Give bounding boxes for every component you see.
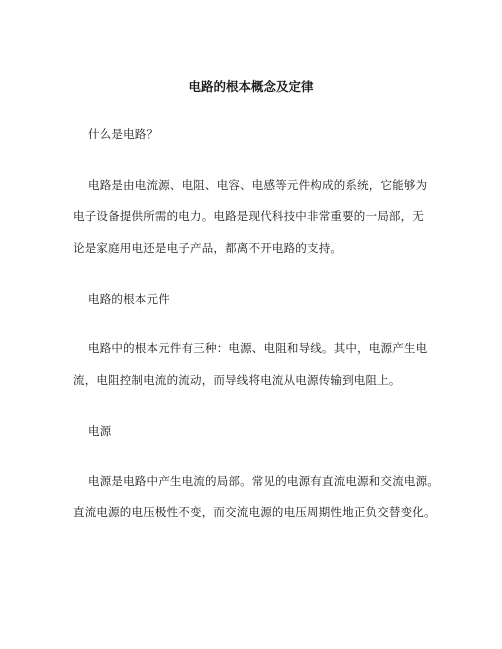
paragraph-line: 电源是电路中产生电流的局部。常见的电源有直流电源和交流电源。: [88, 474, 439, 488]
paragraph-line: 直流电源的电压极性不变，而交流电源的电压周期性地正负交替变化。: [73, 505, 436, 519]
section-heading-what-is-circuit: 什么是电路？: [88, 127, 159, 141]
section-heading-basic-components: 电路的根本元件: [88, 292, 170, 306]
paragraph-line: 电路是由电流源、电阻、电容、电感等元件构成的系统，它能够为: [88, 178, 428, 192]
paragraph-line: 电路中的根本元件有三种：电源、电阻和导线。其中，电源产生电: [88, 341, 428, 355]
paragraph-line: 电子设备提供所需的电力。电路是现代科技中非常重要的一局部，无: [73, 209, 424, 223]
document-title: 电路的根本概念及定律: [188, 79, 314, 94]
paragraph-line: 流，电阻控制电流的流动，而导线将电流从电源传输到电阻上。: [73, 373, 401, 387]
section-heading-power-source: 电源: [88, 424, 112, 438]
paragraph-line: 论是家庭用电还是电子产品，都离不开电路的支持。: [73, 241, 343, 255]
